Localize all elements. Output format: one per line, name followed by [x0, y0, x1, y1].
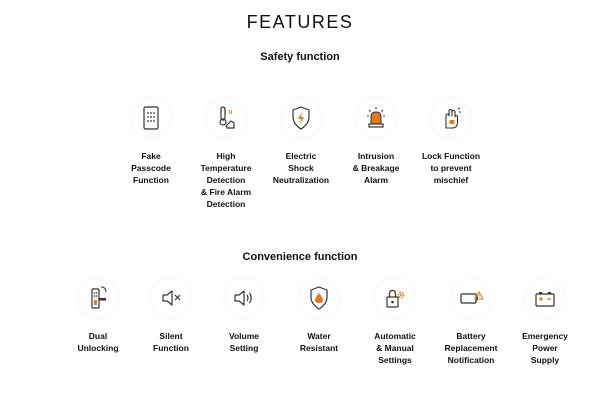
convenience-section-title: Convenience function — [242, 251, 358, 263]
water-shield-icon — [305, 284, 333, 312]
feature-label: Water Resistant — [299, 331, 339, 353]
battery-warning-icon — [457, 284, 485, 312]
siren-icon — [362, 104, 390, 132]
feature-label: Intrusion & Breakage Alarm — [352, 151, 400, 185]
lock-gear-icon — [381, 284, 409, 312]
keypad-icon — [137, 104, 165, 132]
hand-lock-icon — [437, 104, 465, 132]
safety-section-title: Safety function — [260, 51, 340, 63]
feature-label: Automatic & Manual Settings — [374, 331, 416, 365]
feature-label: Fake Passcode Function — [131, 151, 171, 185]
thermometer-hand-icon — [212, 104, 240, 132]
shield-bolt-icon — [287, 104, 315, 132]
speaker-volume-icon — [230, 284, 258, 312]
feature-label: High Temperature Detection & Fire Alarm Detection — [200, 151, 252, 209]
feature-label: Volume Setting — [228, 331, 260, 353]
feature-label: Battery Replacement Notification — [444, 331, 498, 365]
feature-label: Emergency Power Supply — [522, 331, 568, 365]
door-lock-icon — [84, 284, 112, 312]
feature-label: Silent Function — [153, 331, 189, 353]
feature-label: Electric Shock Neutralization — [272, 151, 330, 185]
feature-lock-mischief — [406, 96, 496, 186]
feature-emergency-power — [500, 276, 590, 366]
feature-label: Lock Function to prevent mischief — [421, 151, 481, 185]
emergency-battery-icon — [531, 284, 559, 312]
speaker-mute-icon — [157, 284, 185, 312]
page-title: FEATURES — [246, 12, 354, 32]
feature-label: Dual Unlocking — [77, 331, 119, 353]
